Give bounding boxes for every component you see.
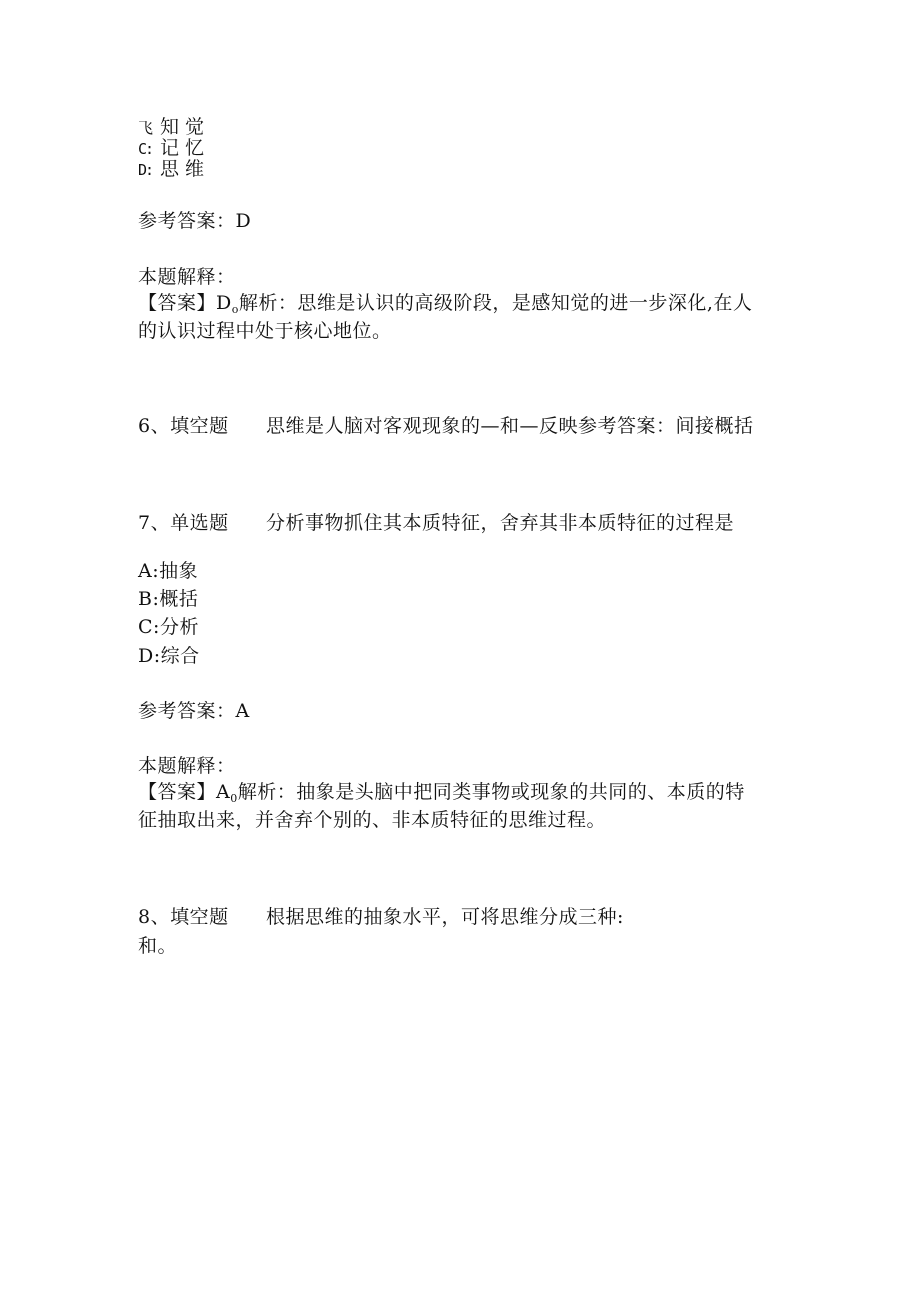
q5-explain-prefix: 【答案】D — [138, 292, 232, 314]
q5-option-mark: C: — [138, 140, 153, 158]
q5-option — [138, 138, 210, 159]
q5-option-mark: 飞 — [138, 119, 152, 137]
q5-explain-line2: 的认识过程中处于核心地位。 — [138, 320, 392, 342]
q5-option-text: 知觉 — [160, 116, 211, 138]
q8-text: 根据思维的抽象水平，可将思维分成三种: — [266, 906, 624, 928]
q7-text: 分析事物抓住其本质特征，舍弃其非本质特征的过程是 — [266, 512, 735, 534]
q8-row — [138, 906, 624, 928]
q7-explain-line2: 征抽取出来，并舍弃个别的、非本质特征的思维过程。 — [138, 809, 607, 831]
q8-number: 8、填空题 — [138, 906, 229, 928]
q8-line2: 和。 — [138, 935, 178, 957]
q5-option-mark: D: — [138, 161, 153, 179]
q5-explain-line1 — [138, 292, 752, 321]
q7-explain-line1 — [138, 781, 745, 810]
q5-option — [138, 117, 210, 138]
q5-option-text: 思维 — [160, 158, 211, 180]
q7-option-b: B:概括 — [138, 588, 199, 610]
q6-number: 6、填空题 — [138, 415, 229, 437]
q6-row — [138, 415, 754, 437]
q5-explain-sub: o — [231, 303, 239, 316]
q7-answer: 参考答案：A — [138, 700, 250, 722]
q7-number: 7、单选题 — [138, 512, 229, 534]
q5-explain-title: 本题解释： — [138, 266, 236, 288]
q6-text: 思维是人脑对客观现象的—和—反映参考答案：间接概括 — [266, 415, 754, 437]
q7-explain-title: 本题解释： — [138, 755, 236, 777]
q5-explain-rest: 解析：思维是认识的高级阶段，是感知觉的进一步深化,在人 — [238, 292, 753, 314]
q7-option-c: C:分析 — [138, 616, 199, 638]
q5-option — [138, 159, 210, 180]
q5-options — [138, 117, 210, 180]
q7-explain-prefix: 【答案】A — [138, 781, 231, 803]
q7-option-d: D:综合 — [138, 645, 200, 667]
q7-explain-rest: 解析：抽象是头脑中把同类事物或现象的共同的、本质的特 — [237, 781, 745, 803]
q5-option-text: 记忆 — [160, 137, 211, 159]
q5-answer: 参考答案：D — [138, 210, 252, 232]
q7-explain-sub: 0 — [230, 792, 238, 805]
q7-row — [138, 512, 734, 534]
q7-option-a: A:抽象 — [138, 560, 199, 582]
